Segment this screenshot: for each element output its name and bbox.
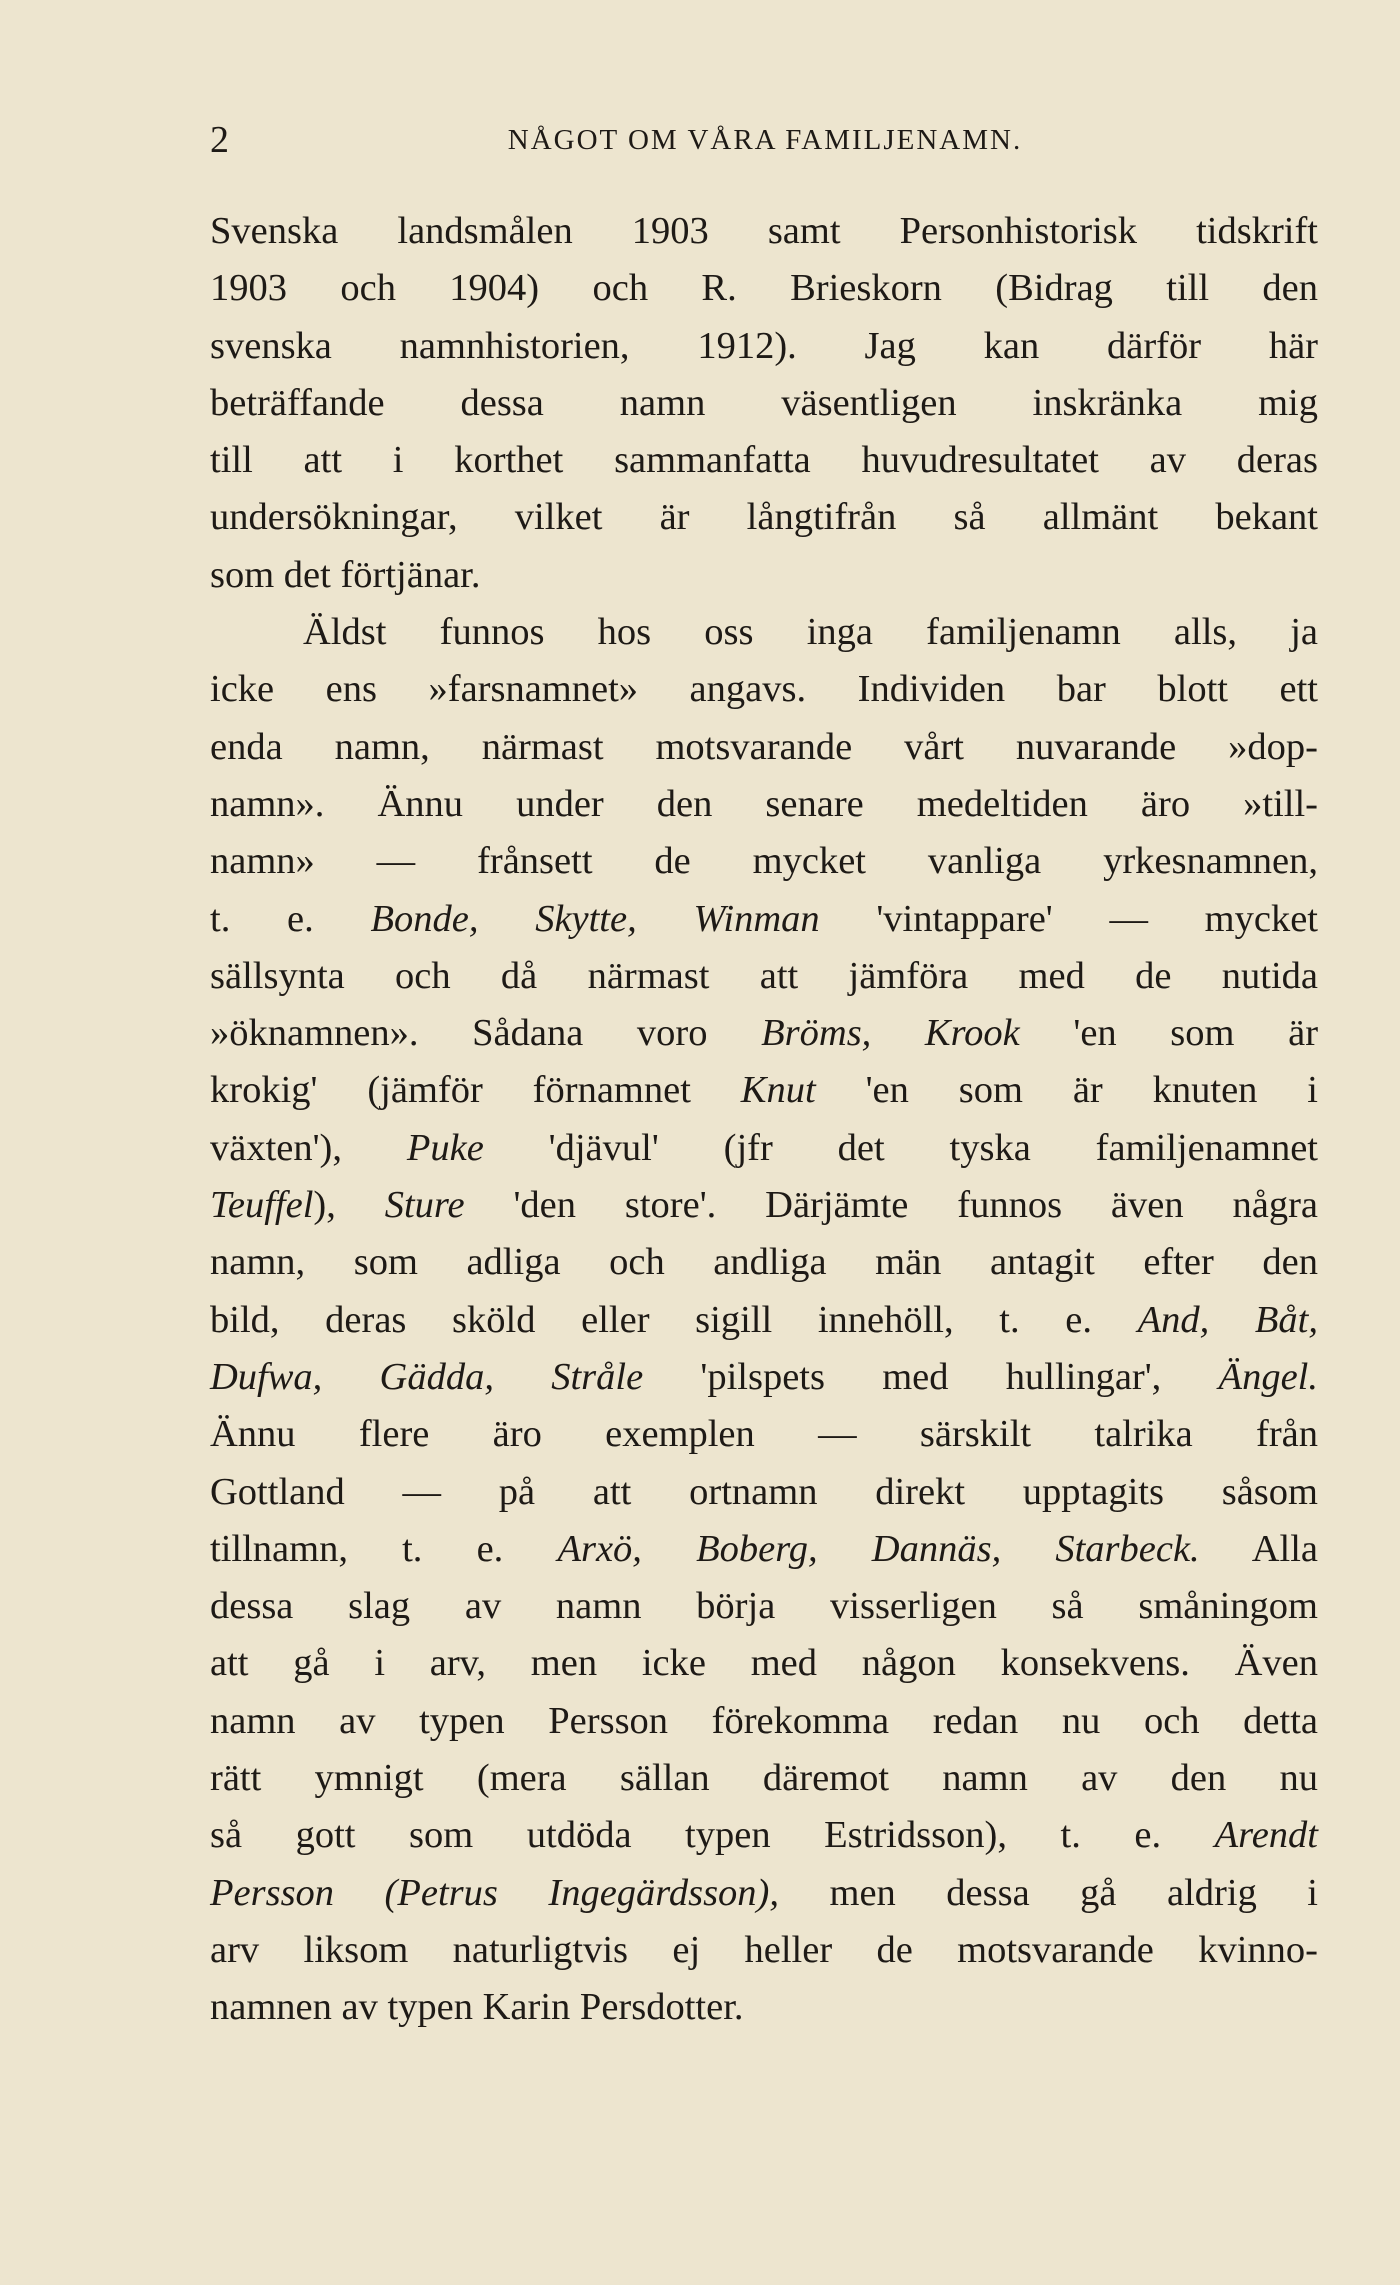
text-segment: men dessa gå aldrig i xyxy=(779,1871,1319,1914)
text-segment: ), xyxy=(313,1184,385,1227)
text-line xyxy=(210,776,1318,833)
italic-text-segment: Dufwa, Gädda, Stråle xyxy=(210,1355,644,1398)
running-title: NÅGOT OM VÅRA FAMILJENAMN. xyxy=(507,124,1023,156)
text-line xyxy=(210,719,1318,776)
text-segment: så gott som utdöda typen Estridsson), t. e. xyxy=(210,1814,1215,1857)
text-line xyxy=(210,833,1318,890)
text-segment: sällsynta och då närmast att jämföra med de nutida xyxy=(210,954,1318,997)
page-number: 2 xyxy=(210,119,229,161)
italic-text-segment: Arxö, Boberg, Dannäs, Starbeck. xyxy=(557,1527,1200,1570)
text-line xyxy=(210,1005,1318,1062)
text-line xyxy=(210,432,1318,489)
text-segment: rätt ymnigt (mera sällan däremot namn av den nu xyxy=(210,1757,1318,1800)
text-segment: bild, deras sköld eller sigill innehöll, t. e. xyxy=(210,1298,1138,1341)
body-text xyxy=(210,203,1318,2037)
text-segment: namn» — frånsett de mycket vanliga yrkesnamnen, xyxy=(210,840,1318,883)
text-line xyxy=(210,604,1318,661)
text-segment: 'en som är xyxy=(1019,1012,1319,1055)
text-segment: t. e. xyxy=(210,897,371,940)
italic-text-segment: Teuffel xyxy=(210,1184,314,1227)
text-line xyxy=(210,1349,1318,1406)
text-line xyxy=(210,1062,1318,1119)
text-line xyxy=(210,948,1318,1005)
text-segment: icke ens »farsnamnet» angavs. Individen bar blott ett xyxy=(210,668,1318,711)
italic-text-segment: And, Båt, xyxy=(1137,1298,1318,1341)
text-segment: växten'), xyxy=(210,1126,407,1169)
text-segment: 1903 och 1904) och R. Brieskorn (Bidrag till den xyxy=(210,267,1318,310)
text-segment: att gå i arv, men icke med någon konsekvens. Även xyxy=(210,1642,1318,1685)
text-segment: Äldst funnos hos oss inga familjenamn alls, ja xyxy=(303,611,1318,654)
text-line xyxy=(210,1865,1318,1922)
text-line xyxy=(210,1521,1318,1578)
text-line xyxy=(210,1635,1318,1692)
text-segment: 'vintappare' — mycket xyxy=(819,897,1318,940)
text-segment: 'en som är knuten i xyxy=(815,1069,1318,1112)
text-segment: till att i korthet sammanfatta huvudresultatet av deras xyxy=(210,439,1318,482)
text-segment: »öknamnen». Sådana voro xyxy=(210,1012,762,1055)
text-line xyxy=(210,1979,1318,2036)
text-line xyxy=(210,1464,1318,1521)
text-segment: Svenska landsmålen 1903 samt Personhistorisk tidskrift xyxy=(210,210,1318,252)
text-line xyxy=(210,1922,1318,1979)
text-line xyxy=(210,1578,1318,1635)
italic-text-segment: Sture xyxy=(384,1184,465,1227)
text-segment: Gottland — på att ortnamn direkt upptagits såsom xyxy=(210,1470,1318,1513)
text-line xyxy=(210,375,1318,432)
text-segment: tillnamn, t. e. xyxy=(210,1527,558,1570)
text-segment: enda namn, närmast motsvarande vårt nuvarande »dop- xyxy=(210,725,1318,768)
text-line xyxy=(210,891,1318,948)
text-segment: 'pilspets med hullingar', xyxy=(643,1355,1219,1398)
text-segment: dessa slag av namn börja visserligen så småningom xyxy=(210,1585,1318,1628)
text-line xyxy=(210,547,1318,604)
text-line xyxy=(210,260,1318,317)
italic-text-segment: Bonde, Skytte, Winman xyxy=(370,897,820,940)
text-segment: namnen av typen Karin Persdotter. xyxy=(210,1986,744,2029)
text-segment: 'djävul' (jfr det tyska familjenamnet xyxy=(483,1126,1318,1169)
italic-text-segment: Puke xyxy=(406,1126,484,1169)
text-segment: beträffande dessa namn väsentligen inskränka mig xyxy=(210,381,1318,424)
text-line xyxy=(210,489,1318,546)
text-line xyxy=(210,661,1318,718)
text-segment: Ännu flere äro exemplen — särskilt talrika från xyxy=(210,1413,1318,1456)
text-segment: undersökningar, vilket är långtifrån så allmänt bekant xyxy=(210,496,1318,539)
text-segment: namn». Ännu under den senare medeltiden äro »till- xyxy=(210,782,1318,825)
text-line xyxy=(210,1807,1318,1864)
text-line xyxy=(210,318,1318,375)
text-segment: namn av typen Persson förekomma redan nu och detta xyxy=(210,1699,1318,1742)
text-segment: krokig' (jämför förnamnet xyxy=(210,1069,741,1112)
italic-text-segment: Bröms, Krook xyxy=(761,1012,1020,1055)
text-line xyxy=(210,1234,1318,1291)
text-segment: Alla xyxy=(1199,1527,1318,1570)
text-segment: namn, som adliga och andliga män antagit efter den xyxy=(210,1241,1318,1284)
text-line xyxy=(210,1406,1318,1463)
text-line xyxy=(210,1120,1318,1177)
text-segment: som det förtjänar. xyxy=(210,553,481,596)
italic-text-segment: Ängel. xyxy=(1218,1355,1318,1398)
text-segment: svenska namnhistorien, 1912). Jag kan därför här xyxy=(210,324,1318,367)
text-line xyxy=(210,203,1318,260)
text-line xyxy=(210,1292,1318,1349)
text-segment: 'den store'. Därjämte funnos även några xyxy=(464,1184,1318,1227)
text-line xyxy=(210,1750,1318,1807)
italic-text-segment: Persson (Petrus Ingegärdsson), xyxy=(210,1871,780,1914)
page-header xyxy=(210,118,1320,168)
italic-text-segment: Arendt xyxy=(1214,1814,1318,1857)
text-line xyxy=(210,1693,1318,1750)
text-line xyxy=(210,1177,1318,1234)
text-segment: arv liksom naturligtvis ej heller de motsvarande kvinno- xyxy=(210,1928,1318,1971)
italic-text-segment: Knut xyxy=(740,1069,816,1112)
